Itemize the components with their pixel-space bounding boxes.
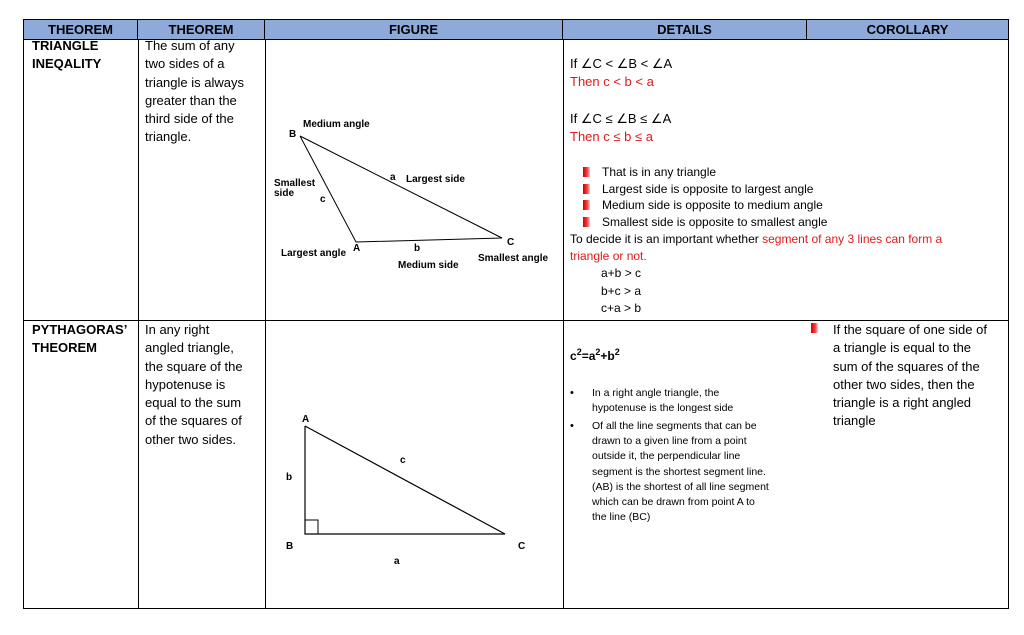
side-a-label: a — [394, 556, 400, 567]
square-bullet-icon — [583, 184, 590, 194]
list-item: Medium side is opposite to medium angle — [583, 197, 827, 214]
largest-side-label: Largest side — [406, 174, 465, 185]
row1-if-angles-le: If ∠C ≤ ∠B ≤ ∠A — [570, 111, 672, 126]
col-divider — [138, 39, 139, 609]
largest-angle-label: Largest angle — [281, 248, 347, 259]
vertex-c-label: C — [518, 541, 526, 552]
row1-if-angles: If ∠C < ∠B < ∠A — [570, 56, 673, 71]
medium-side-label: Medium side — [398, 260, 459, 271]
side-a-label: a — [390, 172, 396, 183]
smallest-angle-label: Smallest angle — [478, 253, 549, 264]
vertex-b-label: B — [289, 129, 297, 140]
smallest-side-label-1: Smallest — [274, 178, 316, 189]
vertex-a-label: A — [353, 243, 361, 254]
right-angle-marker — [305, 520, 318, 534]
triangle-inequality-figure — [265, 110, 560, 275]
header-figure: FIGURE — [265, 20, 563, 39]
medium-angle-label: Medium angle — [303, 119, 370, 130]
row1-inequalities: a+b > c b+c > a c+a > b — [601, 266, 642, 315]
pythagoras-formula: $c^2=a^2+b^2$ — [570, 347, 620, 363]
square-bullet-icon — [583, 167, 590, 177]
row2-bullet-1: • In a right angle triangle, the hypotenuse is the longest side — [570, 387, 734, 415]
col-divider — [563, 39, 564, 609]
bullet-dot-icon: • — [570, 387, 574, 399]
row1-then-sides: Then c < b < a — [570, 74, 654, 89]
vertex-c-label: C — [507, 237, 515, 248]
row1-decide-text: To decide it is an important whether segment of any 3 lines can form a triangle or not. — [570, 232, 943, 263]
square-bullet-icon — [583, 200, 590, 210]
header-details: DETAILS — [563, 20, 807, 39]
side-b-label: b — [286, 472, 293, 483]
header-theorem-name: THEOREM — [24, 20, 138, 39]
list-item: Largest side is opposite to largest angle — [583, 181, 827, 198]
header-corollary: COROLLARY — [807, 20, 1008, 39]
list-item: That is in any triangle — [583, 164, 827, 181]
row1-theorem-name: TRIANGLE INEQALITY — [32, 38, 102, 72]
header-theorem-statement: THEOREM — [138, 20, 265, 39]
smallest-side-label-2: side — [274, 188, 295, 199]
row2-statement: In any right angled triangle, the square of the hypotenuse is equal to the sum of the squares of other two sides. — [145, 322, 243, 447]
side-c-label: c — [400, 455, 406, 466]
row2-corollary: If the square of one side of a triangle is equal to the sum of the squares of the other two sides, then the triangle is a right angled triangle — [833, 322, 987, 429]
side-c-label: c — [320, 194, 326, 205]
vertex-b-label: B — [286, 541, 294, 552]
row2-bullet-2: • Of all the line segments that can be drawn to a given line from a point outside it, the perpendicular line segment is the shortest segment line. (AB) is the shortest of all line segment which can be drawn from point A to the line (BC) — [570, 420, 769, 524]
square-bullet-icon — [811, 323, 818, 333]
row1-statement: The sum of any two sides of a triangle is always greater than the third side of the triangle. — [145, 38, 244, 145]
list-item: Smallest side is opposite to smallest angle — [583, 214, 827, 231]
square-bullet-icon — [583, 217, 590, 227]
row1-bullet-list — [583, 164, 827, 230]
row1-then-sides-le: Then c ≤ b ≤ a — [570, 129, 653, 144]
bullet-dot-icon: • — [570, 420, 574, 432]
triangle-shape — [300, 136, 502, 242]
vertex-a-label: A — [302, 414, 310, 425]
side-b-label: b — [414, 243, 421, 254]
row2-theorem-name: PYTHAGORAS’ THEOREM — [32, 322, 128, 356]
right-triangle-shape — [305, 426, 505, 534]
right-triangle-figure — [280, 410, 530, 575]
